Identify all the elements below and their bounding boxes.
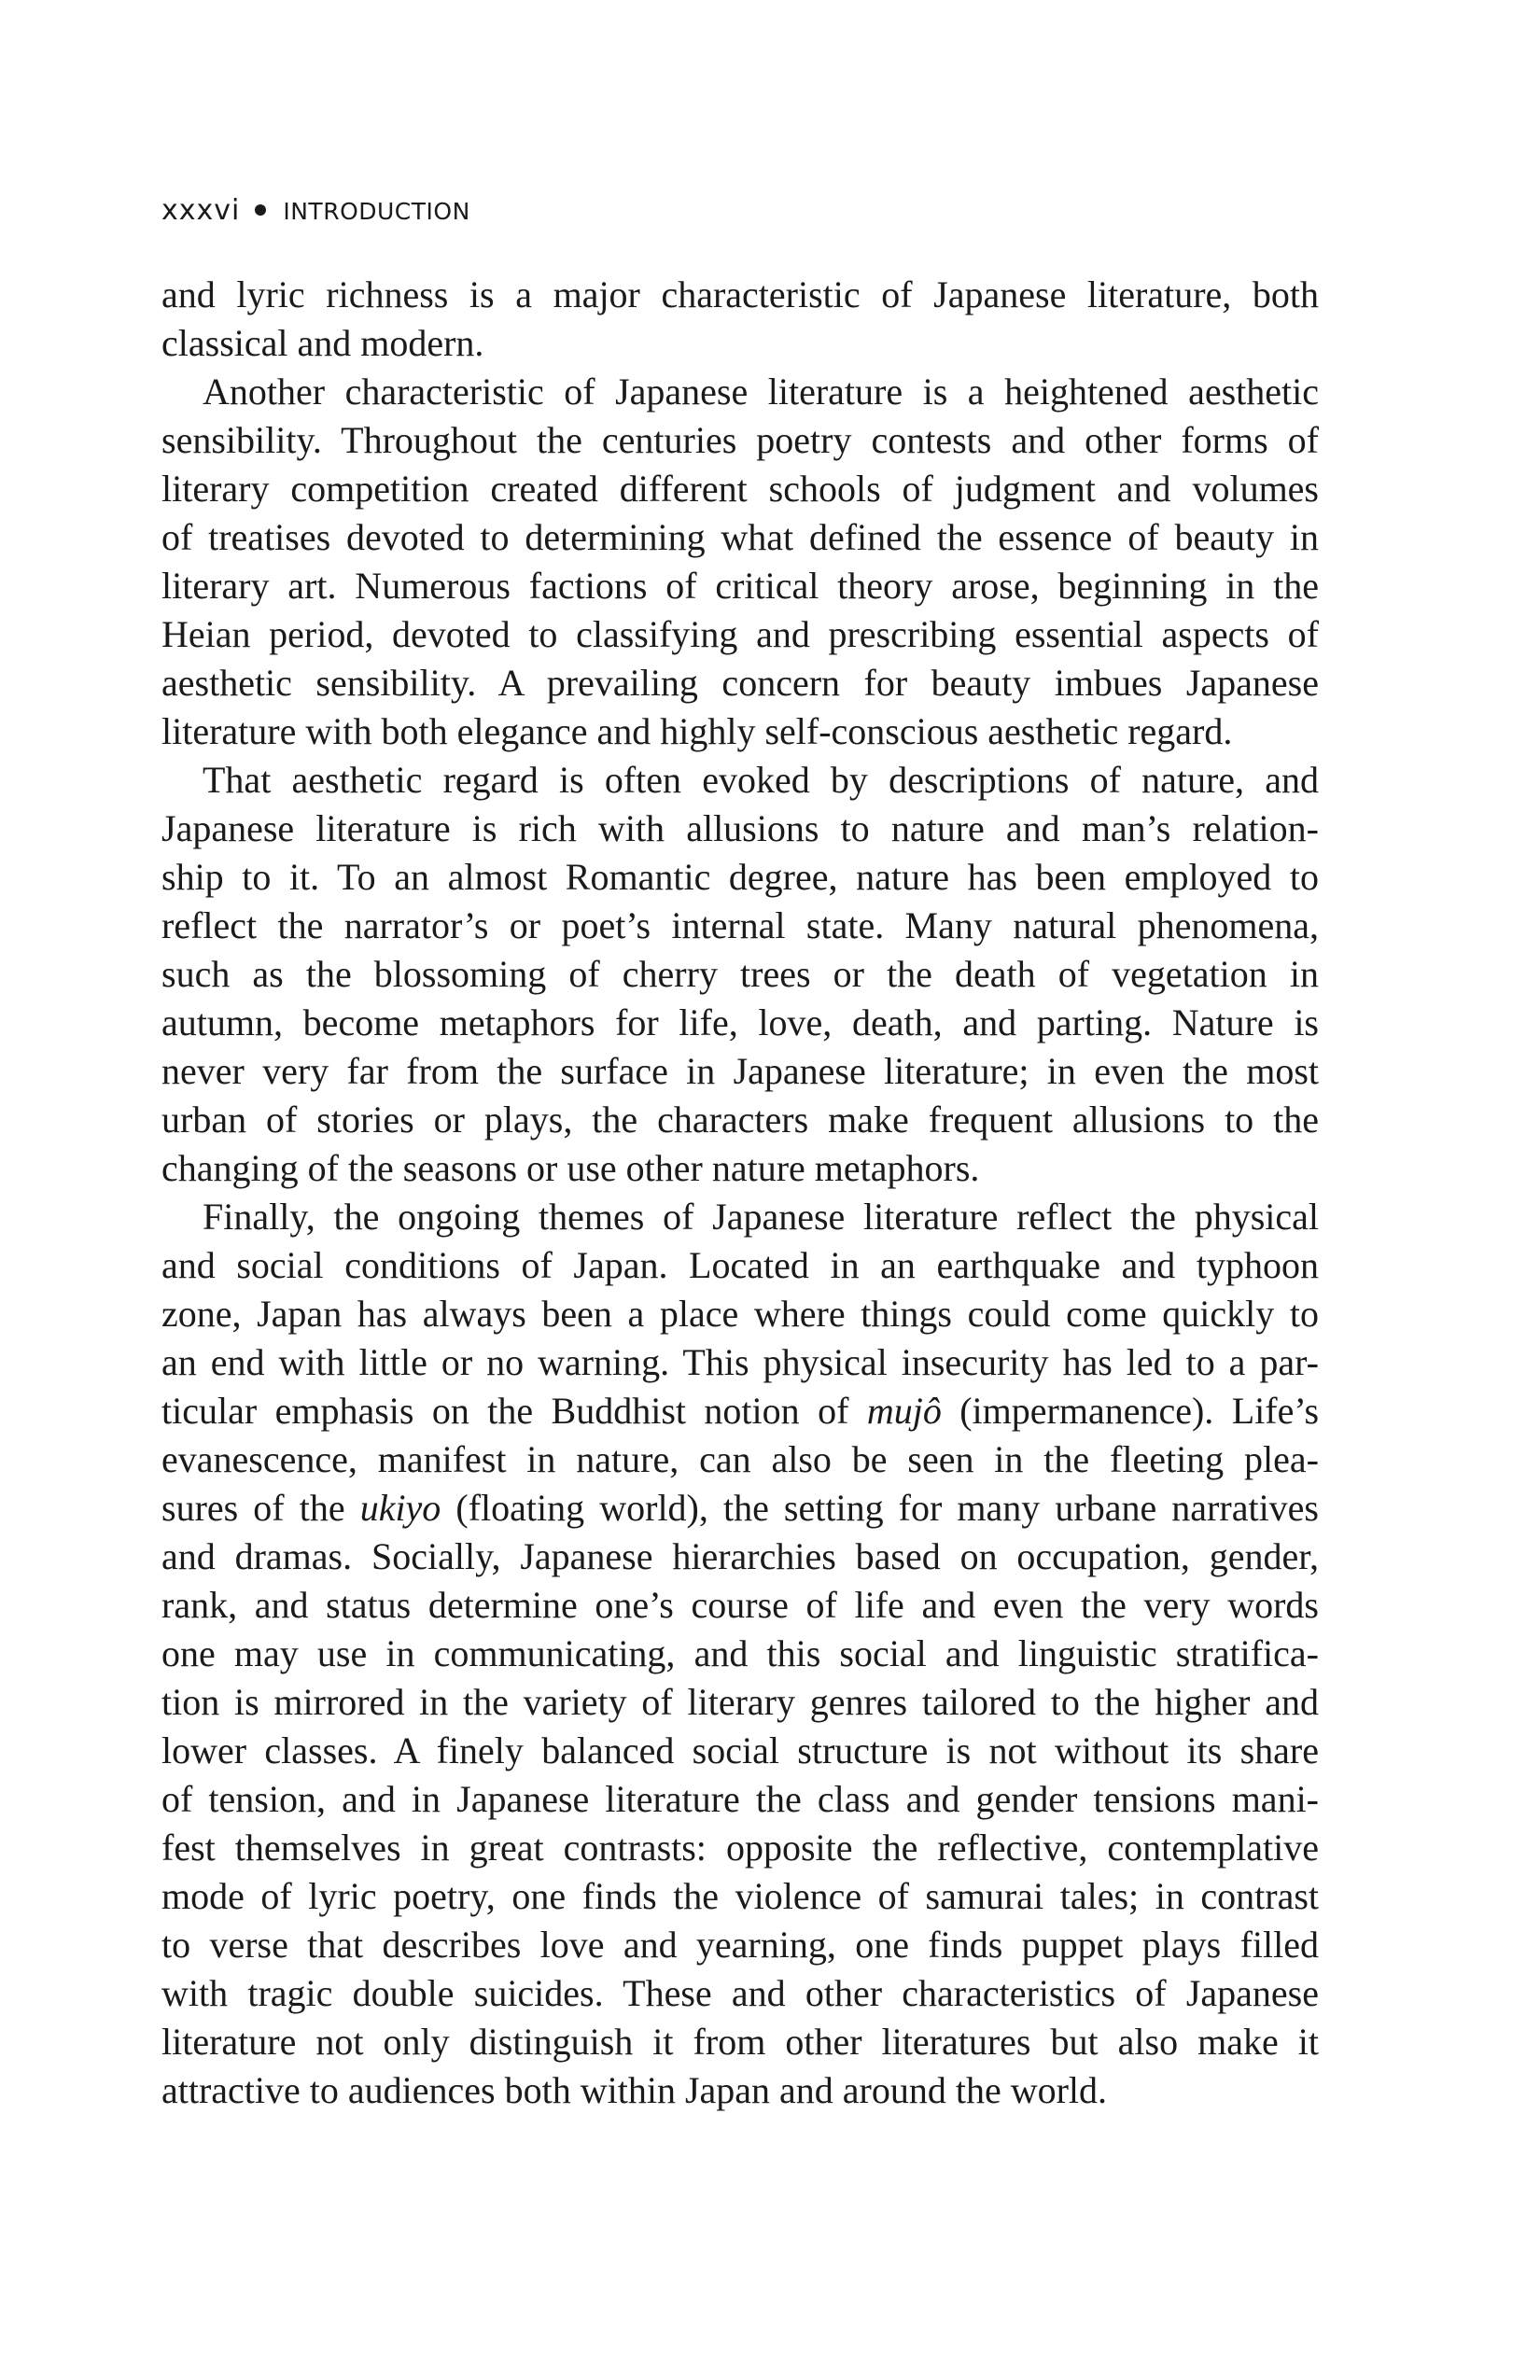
text-line: and lyric richness is a major characteristic of Japanese literature, both: [161, 273, 1319, 315]
paragraph: [161, 368, 1319, 756]
page-number: xxxvi: [161, 194, 241, 227]
text-line: zone, Japan has always been a place where things could come quickly to: [161, 1293, 1319, 1335]
text-segment: sures of the: [161, 1487, 360, 1529]
text-line: never very far from the surface in Japanese literature; in even the most: [161, 1050, 1319, 1092]
text-line: sensibility. Throughout the centuries poetry contests and other forms of: [161, 419, 1319, 461]
text-line: classical and modern.: [161, 322, 484, 364]
paragraph: [161, 271, 1319, 368]
text-line: one may use in communicating, and this social and linguistic stratifica-: [161, 1632, 1319, 1674]
text-line: autumn, become metaphors for life, love, death, and parting. Nature is: [161, 1001, 1319, 1043]
text-segment: (impermanence). Life’s: [941, 1390, 1320, 1432]
paragraph: [161, 756, 1319, 1193]
text-line: ship to it. To an almost Romantic degree, nature has been employed to: [161, 856, 1319, 898]
text-line: literature with both elegance and highly self-conscious aesthetic regard.: [161, 710, 1233, 752]
text-line: Heian period, devoted to classifying and prescribing essential aspects of: [161, 613, 1319, 655]
body-text: [161, 271, 1319, 2115]
running-head: [161, 194, 470, 227]
text-line: with tragic double suicides. These and other characteristics of Japanese: [161, 1972, 1319, 2014]
text-line: an end with little or no warning. This physical insecurity has led to a par-: [161, 1341, 1319, 1383]
text-line: Japanese literature is rich with allusions to nature and man’s relation-: [161, 807, 1319, 849]
text-line: literary art. Numerous factions of critical theory arose, beginning in the: [161, 565, 1319, 607]
text-line: urban of stories or plays, the characters make frequent allusions to the: [161, 1099, 1319, 1141]
section-title: INTRODUCTION: [283, 198, 470, 225]
paragraph: [161, 1193, 1319, 2115]
text-line: tion is mirrored in the variety of literary genres tailored to the higher and: [161, 1681, 1319, 1723]
text-line: literary competition created different schools of judgment and volumes: [161, 468, 1319, 510]
text-line: evanescence, manifest in nature, can also be seen in the fleeting plea-: [161, 1438, 1319, 1480]
text-line: That aesthetic regard is often evoked by descriptions of nature, and: [203, 759, 1319, 801]
text-line: Another characteristic of Japanese literature is a heightened aesthetic: [203, 371, 1319, 413]
text-line: fest themselves in great contrasts: opposite the reflective, contemplative: [161, 1827, 1319, 1869]
text-line: and dramas. Socially, Japanese hierarchies based on occupation, gender,: [161, 1535, 1319, 1577]
text-line: [161, 1387, 1319, 1435]
text-line: Finally, the ongoing themes of Japanese literature reflect the physical: [203, 1196, 1319, 1238]
text-line: attractive to audiences both within Japan and around the world.: [161, 2069, 1108, 2111]
text-line: of tension, and in Japanese literature the class and gender tensions mani-: [161, 1778, 1319, 1820]
text-line: such as the blossoming of cherry trees or the death of vegetation in: [161, 953, 1319, 995]
text-line: changing of the seasons or use other nature metaphors.: [161, 1147, 980, 1189]
italic-term-ukiyo: ukiyo: [359, 1487, 441, 1529]
text-line: lower classes. A finely balanced social structure is not without its share: [161, 1729, 1319, 1771]
text-line: mode of lyric poetry, one finds the violence of samurai tales; in contrast: [161, 1875, 1319, 1917]
text-line: aesthetic sensibility. A prevailing concern for beauty imbues Japanese: [161, 662, 1319, 704]
text-line: [161, 1484, 1319, 1533]
text-segment: (floating world), the setting for many urbane narratives: [441, 1487, 1319, 1529]
bullet-separator-icon: [255, 204, 266, 216]
italic-term-mujo: mujô: [866, 1390, 942, 1432]
text-line: rank, and status determine one’s course of life and even the very words: [161, 1584, 1319, 1626]
text-line: literature not only distinguish it from other literatures but also make it: [161, 2021, 1319, 2063]
text-line: to verse that describes love and yearning, one finds puppet plays filled: [161, 1924, 1319, 1966]
text-line: of treatises devoted to determining what defined the essence of beauty in: [161, 516, 1319, 558]
text-line: reflect the narrator’s or poet’s internal state. Many natural phenomena,: [161, 904, 1319, 946]
text-segment: ticular emphasis on the Buddhist notion of: [161, 1390, 867, 1432]
text-line: and social conditions of Japan. Located in an earthquake and typhoon: [161, 1244, 1319, 1286]
